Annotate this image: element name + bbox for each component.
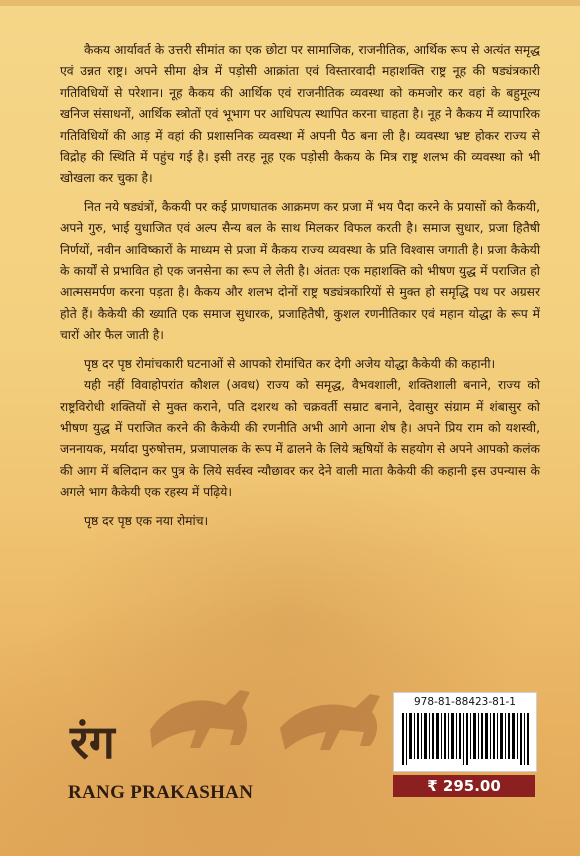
publisher-name: RANG PRAKASHAN — [68, 782, 254, 803]
price-label: ₹ 295.00 — [393, 775, 535, 797]
top-edge — [0, 0, 580, 6]
blurb-paragraph-3: पृष्ठ दर पृष्ठ रोमांचकारी घटनाओं से आपको रोमांचित कर देगी अजेय योद्धा कैकेयी की कहानी। — [84, 356, 496, 371]
blurb-paragraph-2: नित नये षड्यंत्रों, कैकयी पर कई प्राणघातक आक्रमण कर प्रजा में भय पैदा करने के प्रयासों को कैकयी, अपने गुरु, भाई युधाजित एवं अल्प सैन्य बल के साथ मिलकर विफल करती है। समाज सुधार, प्रजा हितैषी निर्णयों, नवीन आविष्कारों के माध्यम से प्रजा में कैकय राज्य व्यवस्था के प्रति विश्वास जगाती है। प्रजा कैकेयी के कार्यों से प्रभावित हो एक जनसेना का रूप ले लेती है। अंततः एक महाशक्ति को भीषण युद्ध में पराजित हो आत्मसमर्पण करना पड़ता है। कैकय और शलभ दोनों राष्ट्र षड्यंत्रकारियों से मुक्त हो समृद्धि पथ पर अग्रसर होते हैं। कैकेयी की ख्याति एक समाज सुधारक, प्रजाहितैषी, कुशल रणनीतिकार एवं महान योद्धा के रूप में चारों ओर फैल जाती है। — [60, 199, 540, 343]
publisher-logo: रंग — [70, 715, 115, 769]
blurb-paragraph-5: पृष्ठ दर पृष्ठ एक नया रोमांच। — [84, 513, 209, 528]
isbn-number: 978-81-88423-81-1 — [413, 696, 516, 708]
isbn-barcode-block — [393, 692, 537, 772]
blurb-text — [60, 40, 540, 532]
blurb-paragraph-4: यही नहीं विवाहोपरांत कौशल (अवध) राज्य को समृद्ध, वैभवशाली, शक्तिशाली बनाने, राज्य को राष्ट्रविरोधी शक्तियों से मुक्त कराने, पति दशरथ को चक्रवर्ती सम्राट बनाने, देवासुर संग्राम में शंबासुर को भीषण युद्ध में पराजित करने की कैकेयी की रणनीति अभी आगे आना शेष है। अपने प्रिय राम को यशस्वी, जननायक, मर्यादा पुरुषोत्तम, प्रजापालक के रूप में ढालने के लिये ऋषियों के सहयोग से अपने आपको कलंक की आग में बलिदान कर पुत्र के लिये सर्वस्व न्यौछावर कर देने वाली माता कैकेयी की कहानी इस उपन्यास के अगले भाग कैकेयी एक रहस्य में पढ़िये। — [60, 378, 540, 500]
barcode-icon — [400, 713, 530, 765]
blurb-paragraph-1: कैकय आर्यावर्त के उत्तरी सीमांत का एक छोटा पर सामाजिक, राजनीतिक, आर्थिक रूप से अत्यंत समृद्ध एवं उन्नत राष्ट्र। अपने सीमा क्षेत्र में पड़ोसी आक्रांता एवं विस्तारवादी महाशक्ति राष्ट्र नूह की षड्यंत्रकारी गतिविधियों से परेशान। नूह कैकय की आर्थिक एवं राजनीतिक व्यवस्था को कमजोर कर वहां के बहुमूल्य खनिज संसाधनों, आर्थिक स्त्रोतों एवं भूभाग पर आधिपत्य स्थापित करना चाहता है। नूह ने कैकय में व्यापारिक गतिविधियों की आड़ में वहां की प्रशासनिक व्यवस्था में अपनी पैठ बना ली है। व्यवस्था भ्रष्ट होकर राज्य से विद्रोह की स्थिति में पहुंच गई है। इसी तरह नूह एक पड़ोसी कैकय के मित्र राष्ट्र शलभ की व्यवस्था को भी खोखला कर चुका है। — [60, 43, 540, 186]
horses-illustration — [130, 650, 430, 760]
